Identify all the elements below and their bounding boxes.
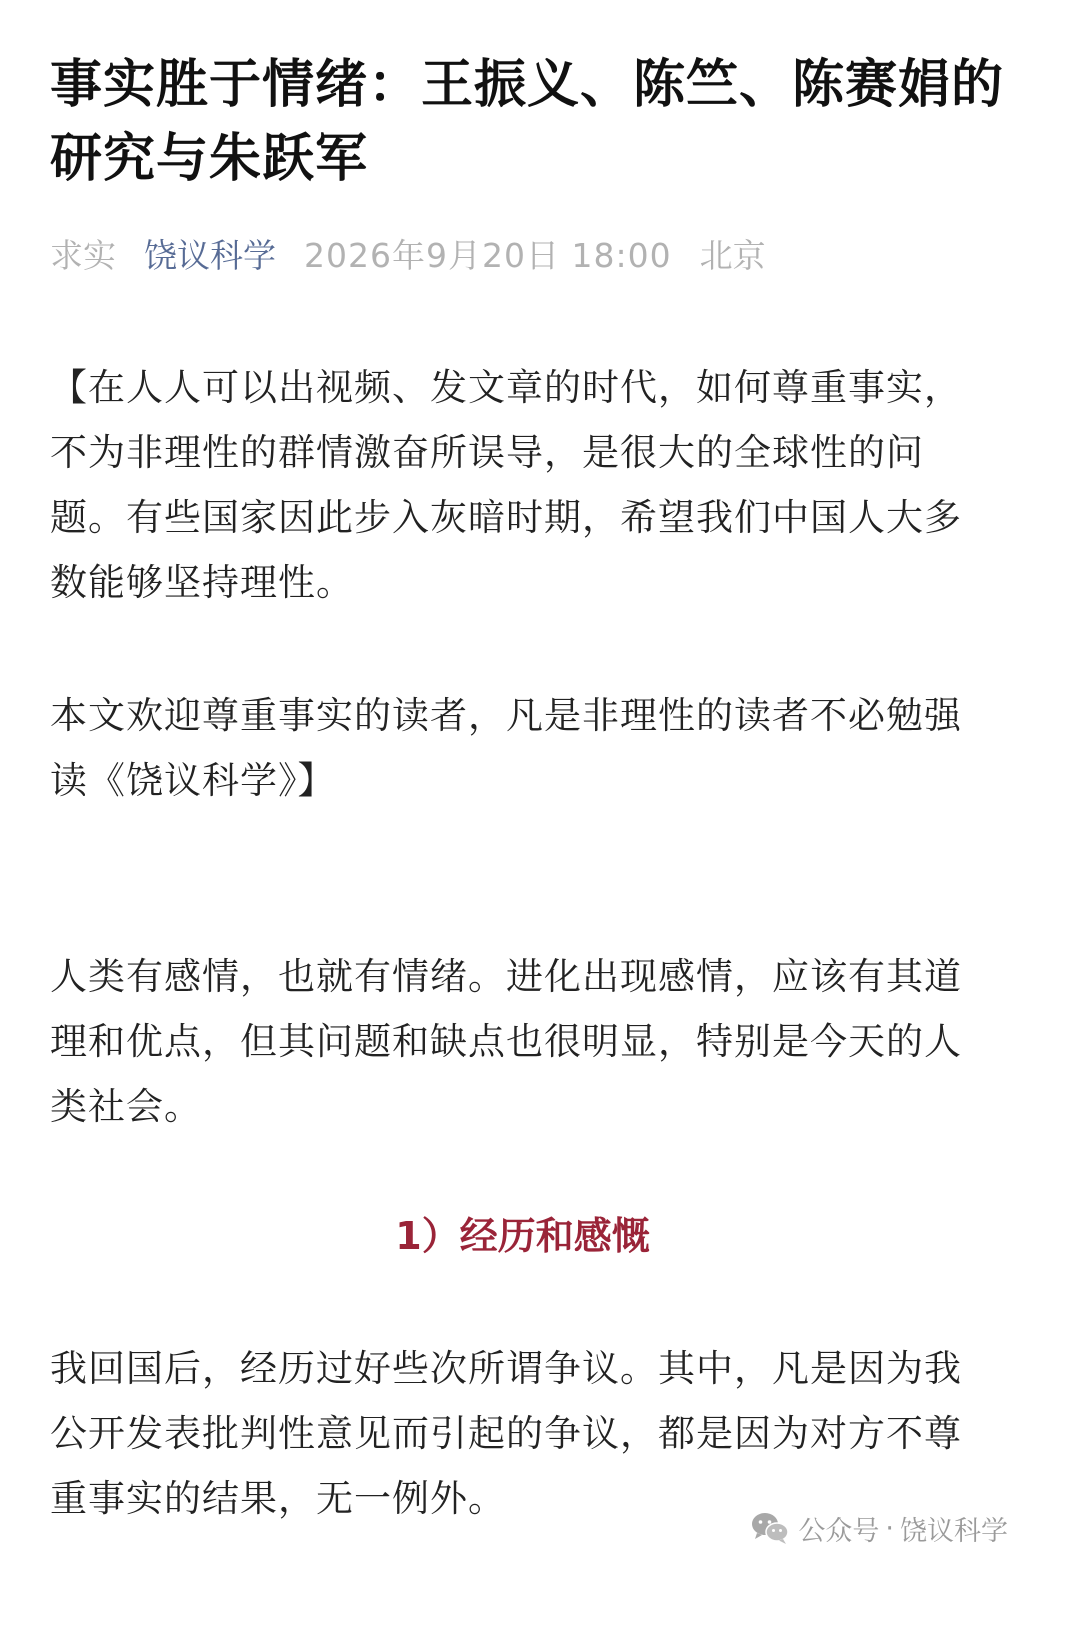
body-paragraph: 我回国后，经历过好些次所谓争议。其中，凡是因为我公开发表批判性意见而引起的争议，都是因为对方不尊重事实的结果，无一例外。 <box>50 1347 962 1520</box>
watermark-account: 饶议科学 <box>900 1515 1008 1547</box>
watermark <box>750 1505 1008 1551</box>
publish-location: 北京 <box>699 235 766 275</box>
wechat-icon <box>750 1511 790 1545</box>
author-name: 求实 <box>50 235 116 275</box>
body-paragraph: 人类有感情，也就有情绪。进化出现感情，应该有其道理和优点，但其问题和缺点也很明显，特别是今天的人类社会。 <box>50 955 962 1128</box>
watermark-separator: · <box>885 1512 894 1544</box>
watermark-label: 公众号 <box>798 1515 880 1547</box>
reader-notice-paragraph: 本文欢迎尊重事实的读者，凡是非理性的读者不必勉强读《饶议科学》】 <box>50 694 962 802</box>
account-name-link[interactable]: 饶议科学 <box>144 235 276 275</box>
article-meta <box>50 228 766 278</box>
article-title: 事实胜于情绪：王振义、陈竺、陈赛娟的研究与朱跃军 <box>50 55 1005 189</box>
section-heading: 1）经历和感慨 <box>395 1214 650 1258</box>
publish-datetime: 2026年9月20日 18:00 <box>304 235 672 275</box>
intro-paragraph: 【在人人可以出视频、发文章的时代，如何尊重事实，不为非理性的群情激奋所误导，是很大的全球性的问题。有些国家因此步入灰暗时期，希望我们中国人大多数能够坚持理性。 <box>50 366 962 604</box>
